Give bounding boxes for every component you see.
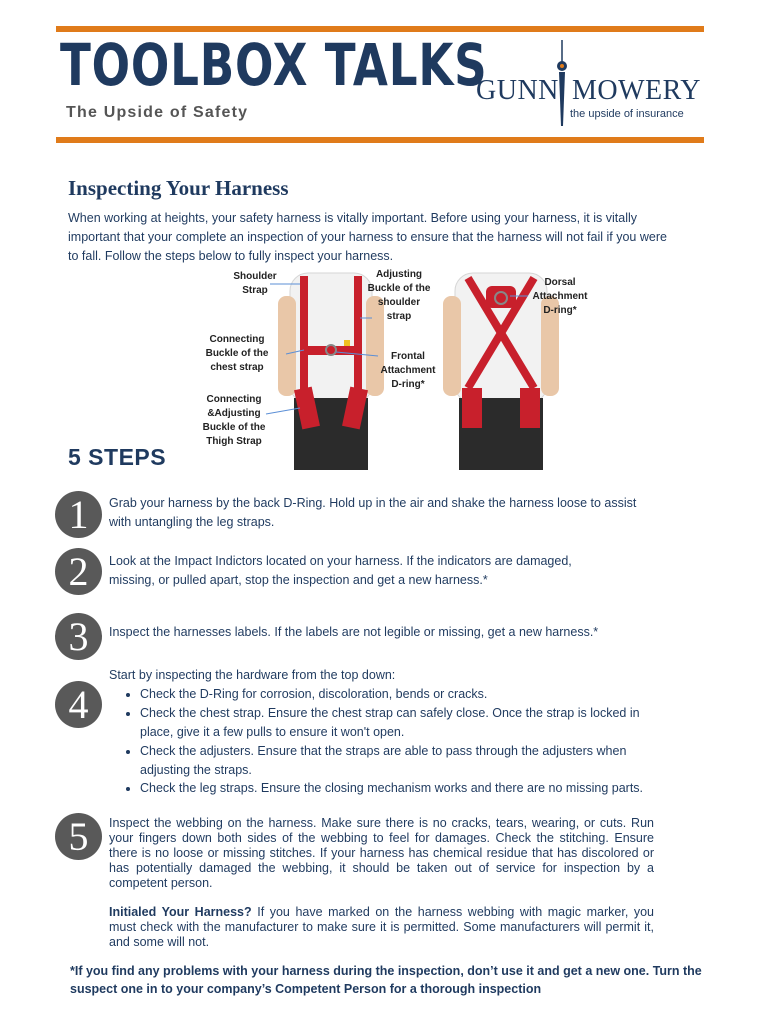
step-4-text: Start by inspecting the hardware from the top down: [109,668,396,682]
step-4-bullet-list [109,685,659,796]
step-1-text: Grab your harness by the back D-Ring. Hold up in the air and shake the harness loose to assist with untangling the leg straps. [109,496,637,529]
note-lead: Initialed Your Harness? [109,905,252,919]
brand-subtitle: The Upside of Safety [66,104,249,121]
step-4-bullet-1: • Check the D-Ring for corrosion, discoloration, bends or cracks. [140,685,659,704]
step-2-badge: 2 [55,548,102,595]
step-2-text: Look at the Impact Indictors located on your harness. If the indicators are damaged, missing, or pulled apart, stop the inspection and get a new harness.* [109,554,572,587]
logo-text-mowery: MOWERY [572,75,701,106]
callout-thigh-buckle: Connecting &Adjusting Buckle of the Thigh Strap [202,394,266,447]
step-5-block [109,816,654,950]
step-1-badge: 1 [55,491,102,538]
tower-icon [552,40,572,130]
step-4-bullet-2: • Check the chest strap. Ensure the chest strap can safely close. Once the strap is locked in place, give it a few pulls to ensure it won't open. [140,704,659,742]
intro-paragraph: When working at heights, your safety harness is vitally important. Before using your harness, it is vitally important that your complete an inspection of your harness to ensure that the harness will not fail if you were to fall. Follow the steps below to fully inspect your harness. [68,211,667,263]
harness-diagram [200,268,600,473]
section-heading: Inspecting Your Harness [68,176,289,200]
callout-chest-buckle: Connecting Buckle of the chest strap [205,334,269,373]
step-3-badge: 3 [55,613,102,660]
callout-shoulder-strap: Shoulder Strap [233,271,277,296]
step-5-badge: 5 [55,813,102,860]
steps-title: 5 STEPS [68,444,167,470]
callout-frontal-d-ring: Frontal Attachment D-ring* [380,351,436,390]
header-bottom-rule [56,137,704,143]
step-4-badge: 4 [55,681,102,728]
logo-text-gunn: GUNN [476,75,559,106]
logo-tagline: the upside of insurance [570,108,684,120]
step-3-text: Inspect the harnesses labels. If the labels are not legible or missing, get a new harness.* [109,625,599,639]
initialed-harness-note [109,905,654,950]
note-text: If you have marked on the harness webbing with magic marker, you must check with the manufacturer to make sure it is permitted. Some manufacturers will permit it, and some will not. [109,905,655,949]
step-4-bullet-3: • Check the adjusters. Ensure that the straps are able to pass through the adjusters when adjusting the straps. [140,742,659,780]
footer-warning: *If you find any problems with your harness during the inspection, don’t use it and get a new one. Turn the suspect one in to your company’s Competent Person for a thorough inspection [70,964,702,996]
callout-dorsal-d-ring: Dorsal Attachment D-ring* [532,277,588,316]
brand-title: TOOLBOX TALKS [60,31,488,99]
step-4-bullet-4: • Check the leg straps. Ensure the closing mechanism works and there are no missing parts. [140,780,659,796]
step-5-text: Inspect the webbing on the harness. Make sure there is no cracks, tears, wearing, or cuts. Run your fingers down both sides of the webbing to feel for damages. Check the stitching. Ensure there is no loose or missing stitches. If your harness has chemical residue that has discolored or has potentially damaged the webbing, it should be taken out of service for inspection by a competent person. [109,816,654,890]
step-4-block [109,666,659,796]
callout-adjusting-buckle: Adjusting Buckle of the shoulder strap [367,269,431,322]
gunn-mowery-logo [474,40,701,130]
